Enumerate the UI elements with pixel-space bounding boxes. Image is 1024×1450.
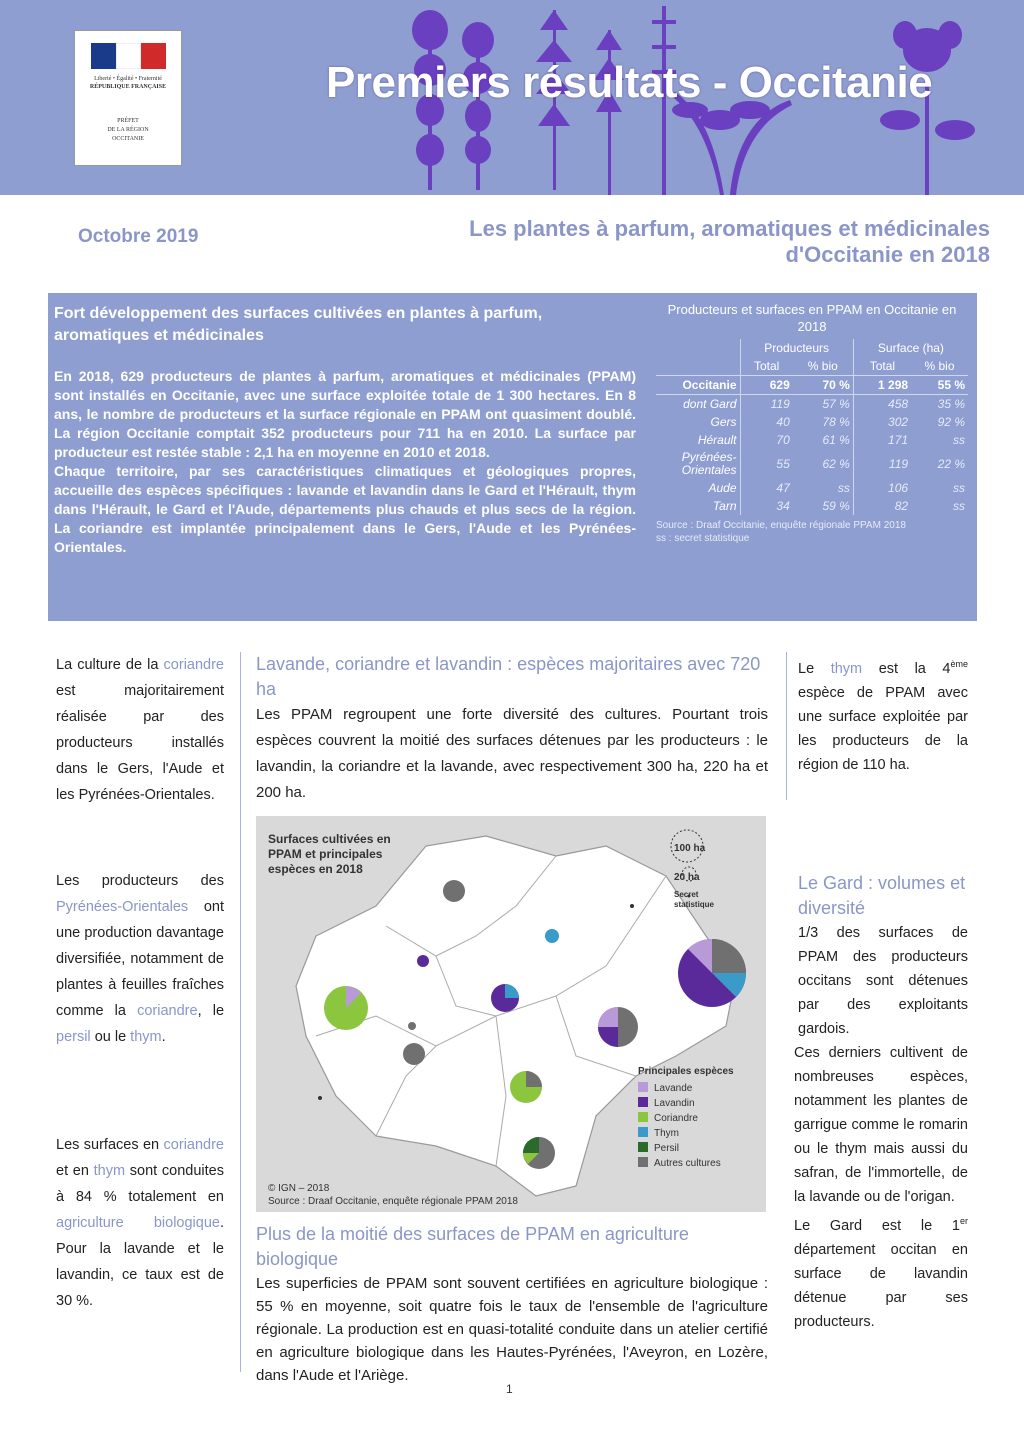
cell: ss [953,499,965,513]
legend-label: Coriandre [654,1113,698,1124]
left-block-pyrenees [56,868,224,1050]
stats-group-header: Producteurs [740,339,853,357]
scale-label: Secret statistique [674,890,715,909]
row-label: Hérault [697,433,737,447]
cell: 57 % [822,397,850,411]
stats-col-header: Total [853,357,911,376]
cell: ss [837,481,850,495]
row-label: Aude [708,481,737,495]
summary-heading: Fort développement des surfaces cultivées en plantes à parfum, aromatiques et médicinales [54,305,543,344]
section-heading: Lavande, coriandre et lavandin : espèces majoritaires avec 720 ha [256,654,761,699]
logo-motto: Liberté • Égalité • Fraternité [94,76,162,82]
text: ont une production davantage diversifiée, notamment de plantes à feuilles fraîches comme la [56,899,224,1019]
stats-source-line: Source : Draaf Occitanie, enquête régionale PPAM 2018 [656,520,906,531]
section-heading: Plus de la moitié des surfaces de PPAM en agriculture biologique [256,1224,689,1269]
page-title: Premiers résultats - Occitanie [326,58,933,107]
column-divider [240,652,241,1372]
text: espèce de PPAM avec une surface exploitée par les producteurs de la région de 110 ha. [798,684,968,773]
logo-republique: RÉPUBLIQUE FRANÇAISE [89,84,167,90]
superscript: ème [950,659,969,669]
map-scale-labels [674,830,734,910]
scale-label: 100 ha [674,843,706,854]
cell: 34 [740,497,793,515]
left-block-coriandre [56,652,224,808]
row-label: Occitanie [656,376,740,395]
summary-paragraph: En 2018, 629 producteurs de plantes à parfum, aromatiques et médicinales (PPAM) sont installés en Occitanie, avec une surface exploitée totale de 1 300 hectares. En 8 ans, le nombre de producteurs et la surface régionale en PPAM ont quasiment doublé. La région Occitanie comptait 352 producteurs pour 711 ha en 2010. La surface par producteur est restée stable : 2,1 ha en moyenne en 2010 et 2018. [54,368,636,460]
text: Le Gard est le 1 [794,1217,960,1234]
logo-occitanie: OCCITANIE [112,136,144,142]
document-subtitle [350,216,990,268]
middle-column-lower [256,1222,768,1387]
cell: 78 % [822,415,850,429]
text: département occitan en surface de lavandin détenue par ses producteurs. [794,1241,968,1330]
legend-swatch [638,1127,648,1137]
cell: 59 % [822,499,850,513]
logo-prefet: PRÉFET [117,118,139,124]
highlight-term: thym [830,660,863,677]
legend-swatch [638,1082,648,1092]
column-divider [786,652,787,800]
cell: 458 [853,395,911,414]
pie-chart [408,1022,416,1030]
middle-column [256,652,768,806]
tricolor-flag-icon [91,43,167,69]
right-paragraph: 1/3 des surfaces de PPAM des producteurs occitans sont détenues par des exploitants gardois. [798,924,968,1037]
text: est majoritairement réalisée par des producteurs installés dans le Gers, l'Aude et les Pyrénées-Orientales. [56,683,224,803]
row-label: Gers [710,415,737,429]
highlight-term: thym [93,1163,126,1179]
highlight-term: Pyrénées-Orientales [56,899,189,915]
legend-swatch [638,1112,648,1122]
section-paragraph: Les PPAM regroupent une forte diversité des cultures. Pourtant trois espèces couvrent la moitié des surfaces détenues par les producteurs : le lavandin, la coriandre et la lavande, avec respectivement 300 ha, 220 ha et 200 ha. [256,706,768,801]
legend-swatch [638,1097,648,1107]
legend-label: Persil [654,1143,680,1154]
stats-source [656,519,968,545]
legend-swatch [638,1142,648,1152]
cell: 92 % [937,415,965,429]
table-row [656,497,968,515]
map-copyright: © IGN – 2018 [268,1183,330,1194]
stats-col-header: % bio [807,359,838,373]
text: sont conduites à 84 % totalement en [56,1163,224,1205]
scale-label: 20 ha [674,872,700,883]
cell: ss [953,433,965,447]
pie-chart [443,880,465,902]
row-label: dont Gard [683,397,737,411]
logo-region: DE LA RÉGION [107,127,149,133]
right-column [794,652,969,1334]
legend-item [638,1096,734,1111]
text: Les producteurs des [56,873,224,889]
cell: 55 % [911,376,968,395]
highlight-term: agriculture biologique [56,1215,220,1231]
stats-table-block [656,301,968,545]
table-row [656,376,968,395]
cell: 70 % [793,376,854,395]
right-paragraph [794,1209,968,1334]
section-paragraph: Les superficies de PPAM sont souvent certifiées en agriculture biologique : 55 % en moyenne, soit quatre fois le taux de l'ensemble de l'agriculture régionale. La production est en quasi-totalité conduite dans un atelier certifié en agriculture biologique dans les Hautes-Pyrénées, l'Aveyron, en Lozère, dans l'Aude et l'Ariège. [256,1275,768,1384]
row-label: Pyrénées-Orientales [681,450,737,477]
highlight-term: persil [56,1029,91,1045]
cell: 629 [740,376,793,395]
stats-col-header: % bio [924,359,955,373]
pie-chart [545,929,559,943]
table-row [656,395,968,414]
superscript: er [959,1215,968,1226]
summary-box [48,293,977,621]
legend-swatch [638,1157,648,1167]
legend-item [638,1081,734,1096]
row-label: Tarn [712,499,737,513]
page-number: 1 [506,1382,513,1396]
text: . [161,1029,166,1045]
left-block-bio [56,1132,224,1314]
cell: 106 [853,479,911,497]
text: et en [56,1163,89,1179]
legend-item [638,1126,734,1141]
highlight-term: coriandre [163,657,224,673]
stats-col-header: Total [740,357,793,376]
map-title: Surfaces cultivées en PPAM et principales espèces en 2018 [268,832,391,876]
cell: 70 [740,431,793,449]
highlight-term: thym [130,1029,162,1045]
cell: 302 [853,413,911,431]
section-heading: Le Gard : volumes et diversité [798,872,966,918]
legend-label: Lavande [654,1083,693,1094]
cell: 119 [740,395,793,414]
table-row [656,449,968,479]
stats-note-line: ss : secret statistique [656,533,750,544]
summary-body [54,367,636,557]
summary-paragraph: Chaque territoire, par ses caractéristiques climatiques et géologiques propres, accueille des espèces spécifiques : lavande et lavandin dans le Gard et l'Hérault, thym dans l'Hérault, le Gard et l'Aude, départements plus chauds et plus secs de la région. La coriandre est implantée principalement dans le Gers, l'Aude et les Pyrénées-Orientales. [54,463,636,555]
cell: 62 % [822,457,850,471]
prefet-logo [74,30,182,166]
map-source: Source : Draaf Occitanie, enquête régionale PPAM 2018 [268,1196,518,1207]
legend-item [638,1141,734,1156]
cell: 35 % [937,397,965,411]
legend-title: Principales espèces [638,1066,734,1077]
stats-title: Producteurs et surfaces en PPAM en Occitanie en 2018 [667,302,957,334]
table-row [656,431,968,449]
text: ou le [94,1029,127,1045]
cell: 55 [740,449,793,479]
legend-label: Thym [654,1128,679,1139]
subtitle-line-1: Les plantes à parfum, aromatiques et médicinales [469,216,990,241]
left-column [56,652,224,1314]
legend-item [638,1156,734,1171]
cell: ss [953,481,965,495]
ppam-map [256,816,766,1212]
cell: 119 [853,449,911,479]
legend-item [638,1111,734,1126]
text: Les surfaces en [56,1137,160,1153]
header-banner [0,0,1024,195]
pie-chart [403,1043,425,1065]
pie-chart [417,955,429,967]
text: . Pour la lavande et le lavandin, ce taux est de 30 %. [56,1215,224,1309]
highlight-term: coriandre [163,1137,224,1153]
table-row [656,413,968,431]
text: Le [798,660,815,677]
map-legend [638,1064,734,1171]
text: La culture de la [56,657,159,673]
cell: 82 [853,497,911,515]
right-block-thym [798,652,968,777]
cell: 61 % [822,433,850,447]
right-paragraph: Ces derniers cultivent de nombreuses espèces, notamment les plantes de garrigue comme le romarin ou le thym mais aussi du safran, de l'immortelle, de la lavande ou de l'origan. [794,1044,968,1205]
subtitle-line-2: d'Occitanie en 2018 [785,242,990,267]
stats-group-header: Surface (ha) [853,339,968,357]
publication-date: Octobre 2019 [78,226,199,247]
cell: 1 298 [853,376,911,395]
cell: 40 [740,413,793,431]
cell: 47 [740,479,793,497]
stats-table [656,339,968,515]
legend-label: Lavandin [654,1098,695,1109]
cell: 22 % [937,457,965,471]
text: , le [197,1003,225,1019]
cell: 171 [853,431,911,449]
map-credits [268,1182,518,1208]
text: est la 4 [878,660,951,677]
highlight-term: coriandre [137,1003,198,1019]
table-row [656,479,968,497]
legend-label: Autres cultures [654,1158,721,1169]
